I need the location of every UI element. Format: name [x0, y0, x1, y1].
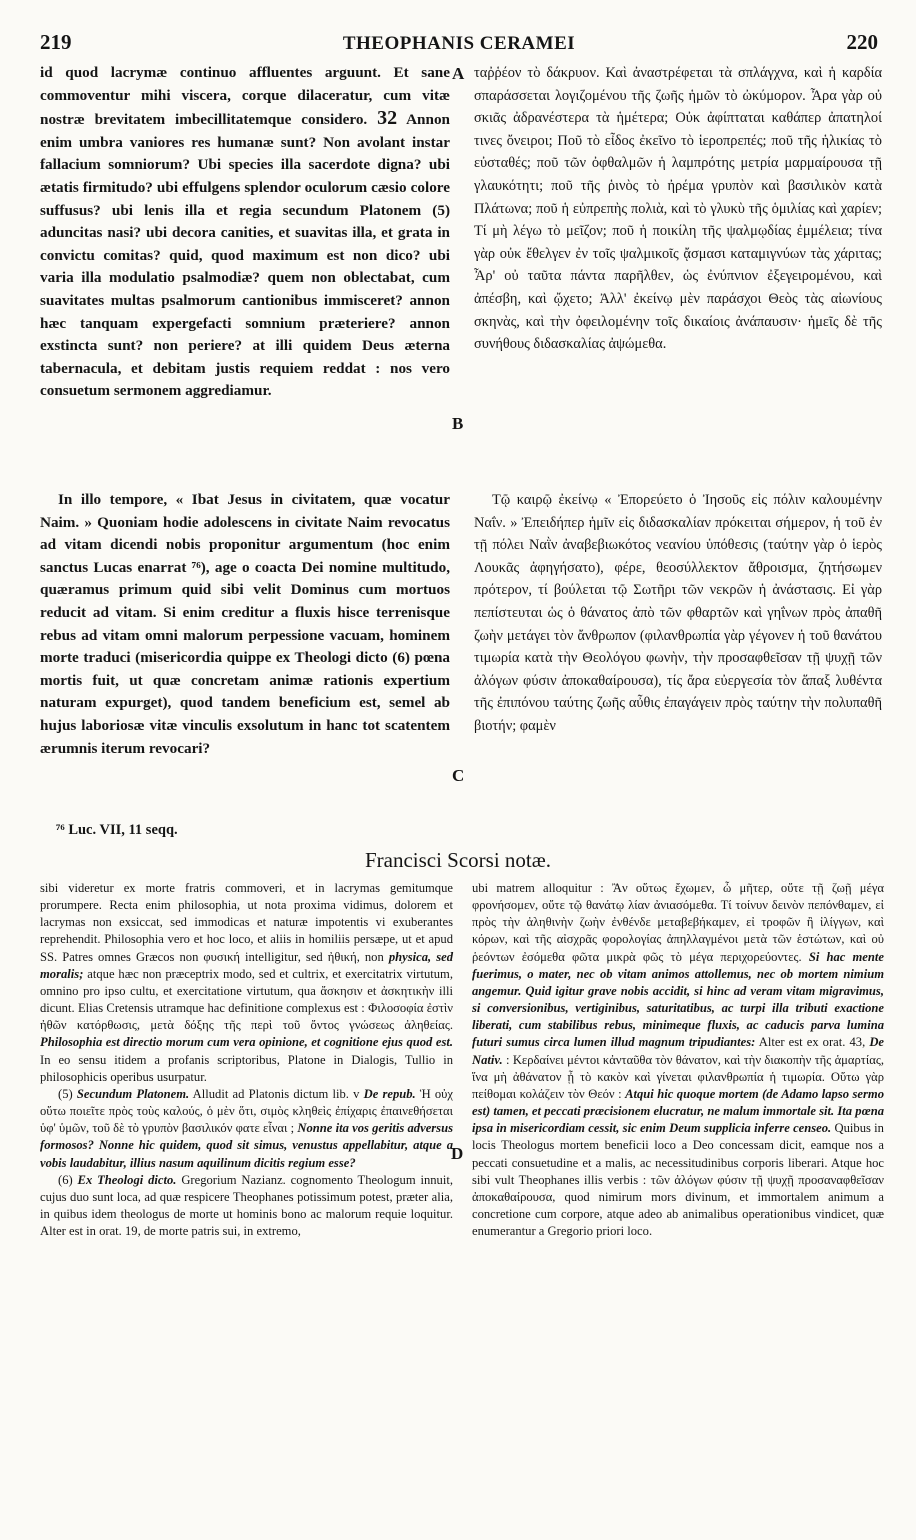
note-lemma: Secundum Platonem. — [76, 1086, 190, 1101]
note-italic: De repub. — [363, 1086, 416, 1101]
note-text: Gregorium Nazianz. cognomento Theologum innuit, cujus duo sunt loca, ad quæ respicere Theophanes potissimum potest, præter alia, in quibus idem theologus de morte ut hominis bono ac malorum requie loquitur. Alter est in orat. 19, de morte patris sui, in extremo, — [40, 1172, 453, 1239]
margin-letter-b: B — [452, 414, 464, 433]
notes-right-column — [472, 880, 884, 1240]
note-text: Quibus in locis Theologus mortem beneficii loco a Deo concessam dicit, eamque nos a peccati consuetudine et a malis, ac necessitudinibus corporis liberari. Atque hoc sibi vult Theophanes illis verbis : τῶν ἀλόγων φύσιν τῇ ψυχῇ προσαναφθεῖσαν ἀποκαθαίρουσα, quod nimirum mors divinum, et immortalem animum a concretione cum corpore, atque adeo ab animalibus operationibus vindicet, quæ enumerantur a Gregorio priori loco. — [472, 1121, 884, 1239]
note-6 — [40, 1172, 453, 1241]
note-italic: physica, sed moralis; — [40, 949, 453, 981]
note-paragraph — [472, 880, 884, 1240]
running-title: THEOPHANIS CERAMEI — [342, 33, 576, 54]
note-text: In eo sensu itidem a profanis scriptoribus, Platone in Dialogis, Tullio in philosophicis operibus usurpatur. — [40, 1052, 453, 1084]
greek-paragraph-1: ταῤῥέον τὸ δάκρυον. Καὶ ἀναστρέφεται τὰ σπλάγχνα, καὶ ἡ καρδία σπαράσσεται λογιζομένου τῆς ζωῆς ἡμῶν τὸ ὠκύμορον. Ἆρα γὰρ οὐ σκιᾶς ἀδρανέστερα τὰ ἡμέτερα; Οὐκ ἀφίπταται καθάπερ ἀπατηλοί τινες ὄνειροι; Ποῦ τὸ εἶδος ἐκεῖνο τὸ ἱεροπρεπές; ποῦ τῆς ἡλικίας τὸ εὐσταθές; ποῦ τῶν ὀφθαλμῶν ἡ λαμπρότης μετρία μαρμαίρουσα τῇ γλαυκότητι; ποῦ τῆς ῥινὸς τὸ ἠρέμα γρυπὸν καὶ βασιλικὸν κατὰ Πλάτωνα; ποῦ ἡ εὐπρεπὴς πολιὰ, καὶ τὸ γλυκὺ τῆς ὁμιλίας καὶ χαρίεν; Τί μὴ λέγω τὸ μεῖζον; ποῦ ἡ ποικίλη τῆς ψαλμῳδίας ἐμμέλεια; τίνα γὰρ οὐκ ἔθελγεν ἐν τοῖς ψαλμικοῖς ᾄσμασι καταμιγνύων τὰς χάριτας; Ἆρ' οὐ ταῦτα πάντα παρῆλθεν, ὡς ἐνύπνιον ἐξεγειρομένου, καὶ ἀπέσβη, καὶ ᾤχετο; Ἀλλ' ἐκείνῳ μὲν παράσχοι Θεὸς τὰς αἰωνίους σκηνὰς, καὶ τὴν ὀφειλομένην τοῖς δικαίοις ἀνάπαυσιν· ἡμεῖς δὲ τῆς συνήθους διδασκαλίας ἀψώμεθα. — [474, 65, 882, 353]
greek-paragraph-2: Τῷ καιρῷ ἐκείνῳ « Ἐπορεύετο ὁ Ἰησοῦς εἰς πόλιν καλουμένην Ναΐν. » Ἐπειδήπερ ἡμῖν εἰς διδασκαλίαν πρόκειται σήμερον, ἡ τοῦ ἐν τῇ πόλει Ναῒν ἀναβεβιωκότος νεανίου ὑπόθεσις (ταύτην γὰρ ὁ ἱερὸς Λουκᾶς ἀφηγήσατο), φέρε, θεοσύλλεκτον ἄθροισμα, ζητήσωμεν πρότερον, τί βούλεται τῷ Σωτῆρι τῶν νεκρῶν ἡ ἀνάστασις. Εἰ γὰρ πεπίστευται ὡς ὁ θάνατος ἀπὸ τῶν φθαρτῶν καὶ γηΐνων πρὸς ἀπαθῆ ζωὴν μετάγει τὸν ἄνθρωπον (φιλανθρωπία γὰρ γέγονεν ἡ τοῦ θανάτου τιμωρία κατὰ τὴν Θεολόγου φωνὴν, τὴν προσαφθεῖσαν τῇ ψυχῇ τῶν ἀλόγων φύσιν ἀποκαθαίρουσα), τίς ἄρα εὐεργεσία τὸν ἅπαξ λυθέντα τῆς ἐπιπόνου ταύτης ζωῆς αὖθις ἐπαγάγειν πρὸς ταύτην τὴν πολυπαθῆ βιοτήν; φαμὲν — [474, 492, 882, 734]
note-number: (5) — [58, 1086, 73, 1101]
latin-text: Annon enim umbra vaniores res humanæ sunt? Non avolant instar fallacium somniorum? Ubi species illa sacerdote digna? ubi ætatis firmitudo? ubi effulgens splendor oculorum cæsio colore suffusus? ubi lenis illa et regia secundum Platonem (5) aduncitas nasi? ubi decora canities, et suavitas illa, et grata in convictu comitas? quid, quod maximum est non dico? ubi varia illa modulatio psalmodiæ? quem non oblectabat, cum suavitates multas psalmorum cantionibus immisceret? annon hæc tanquam expergefacti somnium præteriere? annon exstincta sunt? non periere? at illi quidem Deus æterna tabernacula, et debitam justis requiem reddat : nos vero consuetum sermonem aggrediamur. — [40, 111, 450, 400]
latin-paragraph-2: In illo tempore, « Ibat Jesus in civitatem, quæ vocatur Naim. » Quoniam hodie adolescens in civitate Naim revocatus ad vitam dicendi nobis proponitur argumentum (hoc enim sanctus Lucas enarrat ⁷⁶), age o coacta Dei nomine multitudo, quæramus primum quid sibi velit Dominus cum mortuos reducit ad vitam. Si enim creditur a fluxis hisce terrenisque rebus ad vitam omni malorum perpessione vacuam, hominem morte traduci (misericordia quippe ex Theologi dicto (6) pœna mortis fuit, ut quæ concretam animæ rationis expertium naturam expurget), quod tandem beneficium est, semel ab hujus laboriosæ vitæ vinculis exsolutum in hanc tot scatentem ærumnis iterum revocari? — [40, 491, 450, 757]
margin-letter-c: C — [452, 766, 465, 785]
note-text: ubi matrem alloquitur : Ἂν οὕτως ἔχωμεν, ὦ μῆτερ, οὔτε τῇ ζωῇ μέγα φρονήσομεν, οὔτε τῷ θανάτῳ λίαν ἀνιασόμεθα. Τί τοίνυν δεινὸν πεπόνθαμεν, εἰ πρὸς τὴν ἀληθινὴν ζωὴν ἐνθένδε μεταβεβήκαμεν, εἰ τροφῶν ἢ ἰλίγγων, καὶ κόρων, καὶ τῆς αἰσχρᾶς φορολογίας ἀπηλλαγμένοι μετὰ τῶν ἑστώτων, καὶ οὐ ῥεόντων ἐσόμεθα φῶτα μικρὰ φῶς τὸ μέγα περιχορεύοντες. — [472, 881, 884, 964]
note-italic: Si hac mente fuerimus, o mater, nec ob vitam animos attollemus, nec ob mortem nimium angemur. Quid igitur grave nobis accidit, si hinc ad veram vitam migravimus, si conversionibus, vertiginibus, saturitatibus, ac turpi illa tributi exactione liberati, cum stabilibus rebus, minimeque fluxis, ac caducis parva lumina futuri sumus circa lumen illud magnum tripudiantes: — [472, 949, 884, 1050]
notes-heading: Francisci Scorsi notæ. — [364, 848, 552, 872]
note-5 — [40, 1086, 453, 1172]
margin-letter-a: A — [452, 64, 465, 83]
note-text: Ἡ οὐχ οὕτω ποιεῖτε πρὸς τοὺς καλούς, ὁ μὲν ὅτι, σιμὸς κληθεὶς ἐπίχαρις ἐπαινεθήσεται ὑφ' ὑμῶν, τοῦ δὲ τὸ γρυπὸν βασιλικόν φατε εἶναι ; — [40, 1086, 454, 1136]
note-text: sibi videretur ex morte fratris commoveri, et in lacrymas gemitumque prorumpere. Recta enim philosophia, ut nota proxima vidimus, dolorem et lacrymas non exsiccat, sed immodicas et naturæ impotentis vi exuberantes reprehendit. Philosophia vero et hoc loco, et aliis in homiliis persæpe, ut et apud SS. Patres omnes Græcos non φυσική intelligitur, sed ἠθική, non — [40, 881, 453, 964]
latin-column-middle — [40, 489, 450, 760]
greek-column-top — [474, 62, 882, 356]
note-number: (6) — [58, 1172, 73, 1187]
note-text: Alter est ex orat. 43, — [758, 1035, 866, 1050]
latin-paragraph-1 — [40, 62, 450, 403]
latin-text: id quod lacrymæ continuo affluentes arguunt. Et sane commoventur mihi viscera, corque dilaceratur, cum vitæ nostræ brevitatem imbecillitatemque considero. — [40, 64, 450, 129]
note-italic: Nonne ita vos geritis adversus formosos? Nonne hic quidem, quod sit simus, venustus appellabitur, atque a vobis laudabitur, illius nasum aquilinum dicitis regium esse? — [40, 1121, 453, 1170]
note-text: Alludit ad Platonis dictum lib. v — [192, 1086, 360, 1101]
footnote: ⁷⁶ Luc. VII, 11 seqq. — [56, 822, 178, 838]
section-number: 32 — [377, 107, 398, 130]
note-text: : Κερδαίνει μέντοι κἀνταῦθα τὸν θάνατον, καὶ τὴν διακοπὴν τῆς ἁμαρτίας, ἵνα μὴ ἀθάνατον ᾖ τὸ κακὸν καὶ γίνεται φιλανθρωπία ἡ τιμωρία. Οὕτω γὰρ πείθομαι κολάζειν τὸν Θεόν : — [472, 1052, 884, 1101]
margin-letter-d: D — [451, 1144, 464, 1163]
note-italic: De Nativ. — [472, 1035, 884, 1067]
notes-left-column — [40, 880, 453, 1240]
page-header — [40, 30, 878, 60]
note-italic: Atqui hic quoque mortem (de Adamo lapso sermo est) tamen, et peccati præcisionem elucratur, ne malum immortale sit. Ita pœna ipsa in misericordiam cessit, sic enim Deum supplicia inferre censeo. — [472, 1086, 885, 1136]
note-lemma: Ex Theologi dicto. — [77, 1172, 177, 1187]
page-number-right: 220 — [846, 30, 878, 54]
latin-column-top — [40, 62, 450, 403]
page-number-left: 219 — [40, 30, 72, 54]
greek-column-middle — [474, 489, 882, 738]
note-italic: Philosophia est directio morum cum vera opinione, et cognitione ejus quod est. — [40, 1035, 453, 1050]
note-text: atque hæc non præceptrix modo, sed et cultrix, et exercitatrix virtutum, omnino pro ipso cultu, et exercitatione virtutum, qua ἄσκησιν et ἀσκητικὴν illi dicunt. Elias Cretensis utramque hac definitione complexus est : Φιλοσοφία ἐστὶν ἠθῶν κατόρθωσις, μετὰ δόξης τῆς περὶ τοῦ ὄντος γνώσεως ἀληθείας. — [40, 966, 453, 1033]
note-paragraph — [40, 880, 453, 1086]
